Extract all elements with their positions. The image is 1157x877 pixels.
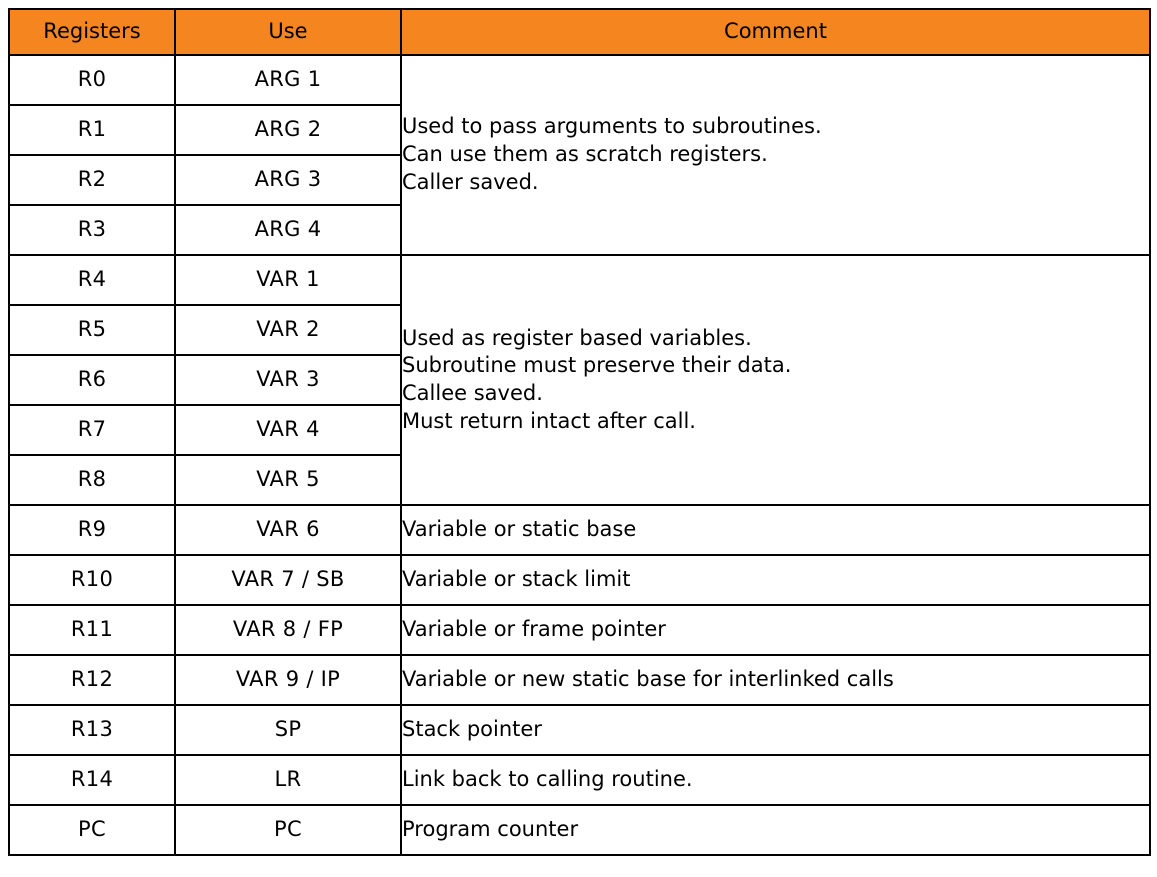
register-name: R13 <box>9 705 175 755</box>
register-use: ARG 3 <box>175 155 401 205</box>
register-name: R7 <box>9 405 175 455</box>
comment-pc: Program counter <box>401 805 1150 855</box>
register-use: VAR 7 / SB <box>175 555 401 605</box>
comment-line: Must return intact after call. <box>402 408 696 433</box>
register-use: VAR 6 <box>175 505 401 555</box>
register-name: PC <box>9 805 175 855</box>
comment-line: Callee saved. <box>402 381 543 405</box>
table-row <box>9 755 1150 805</box>
comment-r11: Variable or frame pointer <box>401 605 1150 655</box>
table-row <box>9 255 1150 305</box>
comment-line: Subroutine must preserve their data. <box>402 353 792 378</box>
register-use: VAR 5 <box>175 455 401 505</box>
register-use: VAR 9 / IP <box>175 655 401 705</box>
comment-line: Used as register based variables. <box>402 325 752 350</box>
register-name: R6 <box>9 355 175 405</box>
register-use: VAR 4 <box>175 405 401 455</box>
comment-group-variables <box>401 255 1150 505</box>
comment-group-arguments <box>401 55 1150 255</box>
comment-r14: Link back to calling routine. <box>401 755 1150 805</box>
register-use: PC <box>175 805 401 855</box>
register-use: SP <box>175 705 401 755</box>
table-row <box>9 55 1150 105</box>
register-name: R0 <box>9 55 175 105</box>
table-row <box>9 655 1150 705</box>
comment-line: Caller saved. <box>402 169 539 194</box>
register-use: VAR 8 / FP <box>175 605 401 655</box>
register-name: R3 <box>9 205 175 255</box>
register-use: ARG 2 <box>175 105 401 155</box>
register-name: R8 <box>9 455 175 505</box>
column-header-use: Use <box>175 9 401 55</box>
register-name: R2 <box>9 155 175 205</box>
register-table-page <box>0 8 1157 877</box>
table-row <box>9 555 1150 605</box>
comment-line: Used to pass arguments to subroutines. <box>402 114 822 139</box>
register-use: LR <box>175 755 401 805</box>
register-name: R9 <box>9 505 175 555</box>
arm-register-table <box>8 8 1151 856</box>
register-name: R5 <box>9 305 175 355</box>
comment-r12: Variable or new static base for interlinked calls <box>401 655 1150 705</box>
register-use: VAR 3 <box>175 355 401 405</box>
table-header <box>9 9 1150 55</box>
register-name: R14 <box>9 755 175 805</box>
register-name: R1 <box>9 105 175 155</box>
comment-line: Can use them as scratch registers. <box>402 142 768 167</box>
table-row <box>9 505 1150 555</box>
column-header-comment: Comment <box>401 9 1150 55</box>
table-row <box>9 705 1150 755</box>
table-row <box>9 605 1150 655</box>
comment-r9: Variable or static base <box>401 505 1150 555</box>
comment-r10: Variable or stack limit <box>401 555 1150 605</box>
column-header-registers: Registers <box>9 9 175 55</box>
register-name: R10 <box>9 555 175 605</box>
table-header-row <box>9 9 1150 55</box>
register-use: VAR 1 <box>175 255 401 305</box>
register-use: ARG 4 <box>175 205 401 255</box>
table-body <box>9 55 1150 855</box>
register-name: R4 <box>9 255 175 305</box>
register-use: VAR 2 <box>175 305 401 355</box>
register-name: R12 <box>9 655 175 705</box>
register-name: R11 <box>9 605 175 655</box>
register-use: ARG 1 <box>175 55 401 105</box>
table-row <box>9 805 1150 855</box>
comment-r13: Stack pointer <box>401 705 1150 755</box>
